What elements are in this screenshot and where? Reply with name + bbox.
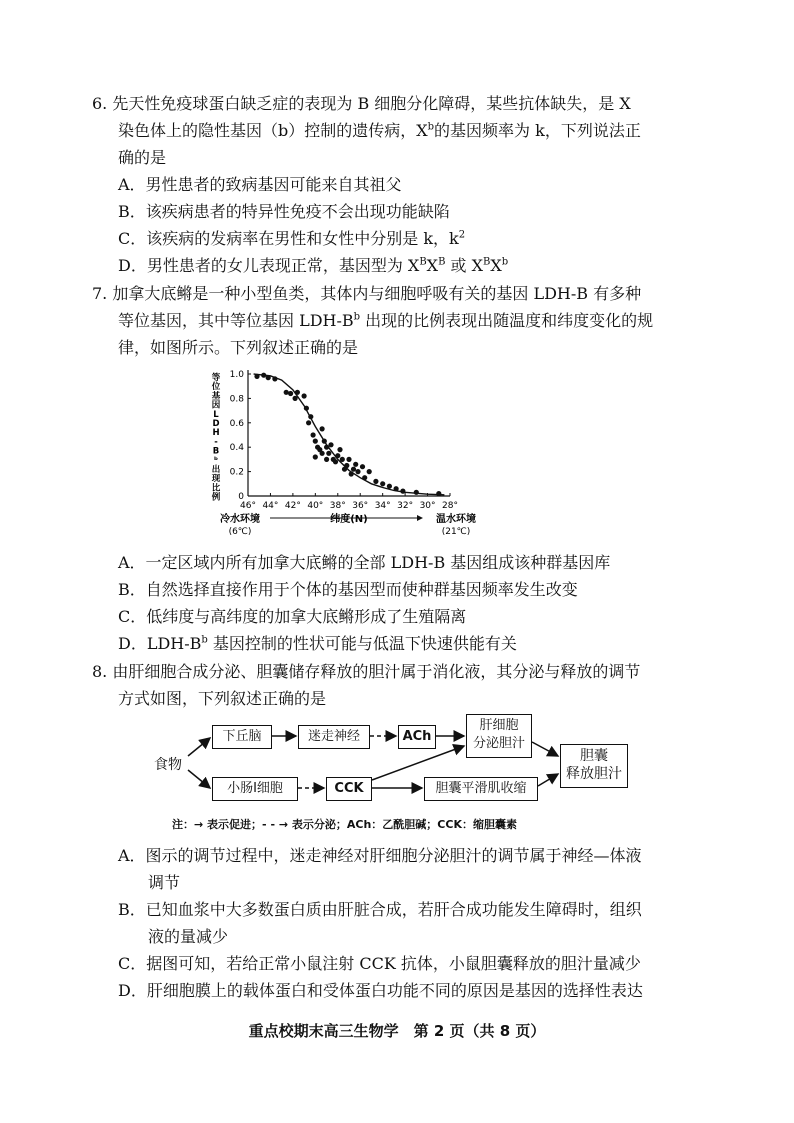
data-point (373, 479, 378, 484)
gallbladder-label1: 胆囊 (580, 748, 608, 764)
y-tick-label: 0.6 (229, 418, 244, 429)
data-point (302, 393, 307, 398)
data-point (387, 484, 392, 489)
q8-stem-line1 (92, 662, 640, 682)
x-tick-label: 44° (262, 501, 279, 511)
q7-d-sup: b (201, 634, 208, 646)
data-point (335, 453, 340, 458)
q6-stem-sup: b (427, 121, 435, 133)
q6-option-a: A．男性患者的致病基因可能来自其祖父 (118, 175, 402, 194)
arrow-cck-liver (372, 746, 464, 780)
arrow-smooth-gallbladder (538, 774, 558, 786)
q7-option-b: B．自然选择直接作用于个体的基因型而使种群基因频率发生改变 (118, 580, 578, 599)
cck-box: CCK (326, 777, 372, 801)
data-point (355, 469, 360, 474)
q6-stem-text2b: 的基因频率为 k，下列说法正 (434, 121, 641, 140)
x-tick-label: 28° (442, 501, 458, 511)
gallbladder-label2: 释放胆汁 (566, 766, 622, 782)
q6-number: 6. (92, 94, 108, 113)
y-tick-label: 0.4 (229, 443, 244, 454)
cold-env-temp: (6℃) (228, 527, 252, 537)
q6-option-c-text: C．该疾病的发病率在男性和女性中分别是 k，k (118, 229, 459, 248)
y-axis-label-char: 因 (211, 400, 221, 411)
data-point (346, 457, 351, 462)
y-axis-label-char: 例 (211, 492, 221, 503)
q7-stem-text2a: 等位基因，其中等位基因 LDH-B (118, 311, 354, 330)
y-axis-label-char: 现 (211, 474, 221, 485)
q7-number: 7. (92, 284, 108, 303)
data-point (306, 420, 311, 425)
q8-option-a-line2: 调节 (148, 873, 181, 892)
data-point (353, 462, 358, 467)
arrow-food-hypothalamus (188, 738, 210, 756)
data-point (313, 454, 318, 459)
cold-env-label: 冷水环境 (220, 514, 260, 525)
x-tick-label: 32° (397, 501, 414, 511)
intestine-cell-box: 小肠Ⅰ细胞 (212, 777, 298, 801)
q7-stem-line2 (118, 311, 653, 331)
warm-env-temp: (21℃) (441, 527, 471, 537)
y-axis-label-char: H (212, 428, 220, 439)
q7-option-d (118, 634, 517, 654)
q6-stem-line3: 确的是 (118, 148, 167, 167)
data-point (344, 463, 349, 468)
q8-stem-text1: 由肝细胞合成分泌、胆囊储存释放的胆汁属于消化液，其分泌与释放的调节 (112, 662, 641, 681)
arrow-liver-gallbladder (532, 742, 558, 756)
data-point (266, 375, 271, 380)
q6-d-sup4: b (501, 256, 509, 268)
y-axis-label-char: B (212, 446, 220, 457)
food-label: 食物 (154, 757, 182, 773)
x-tick-label: 42° (284, 501, 301, 511)
bile-regulation-diagram (150, 708, 650, 838)
data-point (295, 390, 300, 395)
q6-d-mid2: 或 X (445, 256, 483, 275)
data-point (436, 491, 441, 496)
q6-stem-line2 (118, 121, 641, 141)
data-point (324, 445, 329, 450)
q7-stem-line1 (92, 284, 641, 304)
data-point (322, 439, 327, 444)
q6-option-b: B．该疾病患者的特异性免疫不会出现功能缺陷 (118, 202, 450, 221)
fit-curve (254, 374, 445, 495)
y-axis-label-char: 等 (211, 373, 221, 383)
y-axis-label-char: 比 (211, 483, 221, 494)
data-point (367, 469, 372, 474)
q6-d-mid3: X (490, 256, 502, 275)
data-point (261, 373, 266, 378)
q6-d-sup2: B (438, 256, 446, 268)
q6-d-sup3: B (483, 256, 491, 268)
data-point (320, 426, 325, 431)
q6-d-mid1: X (426, 256, 439, 275)
data-point (304, 406, 309, 411)
liver-cell-box (466, 714, 532, 758)
data-point (293, 396, 298, 401)
x-tick-label: 36° (352, 501, 369, 511)
y-axis-label-char: - (214, 437, 218, 448)
x-tick-label: 30° (419, 501, 436, 511)
data-point (254, 374, 259, 379)
diagram-note: 注：→ 表示促进；- - → 表示分泌；ACh：乙酰胆碱；CCK：缩胆囊素 (172, 818, 517, 831)
x-axis-label: 纬度(N) (330, 514, 368, 525)
q8-option-d: D．肝细胞膜上的载体蛋白和受体蛋白功能不同的原因是基因的选择性表达 (118, 981, 643, 1000)
liver-cell-label1: 肝细胞 (479, 718, 519, 733)
q8-option-c: C．据图可知，若给正常小鼠注射 CCK 抗体，小鼠胆囊释放的胆汁量减少 (118, 954, 641, 973)
y-tick-label: 0.2 (229, 467, 244, 478)
q6-stem-line1 (92, 94, 631, 114)
y-axis-label-char: 位 (211, 382, 221, 393)
data-point (394, 486, 399, 491)
q8-option-b-line1: B．已知血浆中大多数蛋白质由肝脏合成，若肝合成功能发生障碍时，组织 (118, 900, 642, 919)
x-tick-label: 40° (307, 501, 324, 511)
x-tick-label: 38° (329, 501, 346, 511)
warm-env-label: 温水环境 (436, 514, 476, 525)
q7-d-pre: D．LDH-B (118, 634, 202, 653)
x-tick-label: 34° (374, 501, 391, 511)
data-point (272, 376, 277, 381)
page-footer: 重点校期末高三生物学 第 2 页（共 8 页） (248, 1022, 546, 1040)
data-point (360, 464, 365, 469)
y-axis-label-char: D (212, 419, 220, 429)
data-point (288, 391, 293, 396)
q8-number: 8. (92, 662, 108, 681)
data-point (328, 442, 333, 447)
vagus-nerve-box: 迷走神经 (298, 725, 370, 749)
data-point (362, 475, 367, 480)
liver-cell-label2: 分泌胆汁 (472, 736, 525, 751)
y-tick-label: 0.8 (229, 394, 244, 405)
q6-d-pre: D．男性患者的女儿表现正常，基因型为 X (118, 256, 420, 275)
q7-stem-sup: b (353, 311, 361, 323)
data-point (380, 481, 385, 486)
latitude-scatter-chart (200, 362, 480, 552)
data-point (400, 489, 405, 494)
arrow-food-intestine (188, 770, 210, 788)
q6-option-c-sup: 2 (458, 229, 466, 241)
y-tick-label: 0 (238, 492, 244, 502)
q7-stem-line3: 律，如图所示。下列叙述正确的是 (118, 338, 359, 357)
data-point (414, 490, 419, 495)
hypothalamus-box: 下丘脑 (212, 725, 272, 749)
q6-d-sup1: B (419, 256, 427, 268)
q7-stem-text2b: 出现的比例表现出随温度和纬度变化的规 (360, 311, 654, 330)
q7-stem-text1: 加拿大底鳉是一种小型鱼类，其体内与细胞呼吸有关的基因 LDH-B 有多种 (112, 284, 642, 303)
data-point (351, 467, 356, 472)
data-point (337, 447, 342, 452)
data-point (349, 471, 354, 476)
y-tick-label: 1.0 (229, 370, 244, 380)
y-axis-label-char: 基 (211, 391, 221, 402)
data-point (313, 439, 318, 444)
q7-option-a: A．一定区域内所有加拿大底鳉的全部 LDH-B 基因组成该种群基因库 (118, 553, 611, 572)
q6-stem-text2a: 染色体上的隐性基因（b）控制的遗传病，X (118, 121, 428, 140)
data-point (340, 457, 345, 462)
ach-box: ACh (398, 725, 436, 749)
gallbladder-box (560, 744, 628, 788)
q8-option-a-line1: A．图示的调节过程中，迷走神经对肝细胞分泌胆汁的调节属于神经—体液 (118, 846, 642, 865)
data-point (308, 414, 313, 419)
q7-d-post: 基因控制的性状可能与低温下快速供能有关 (207, 634, 517, 653)
x-tick-label: 46° (240, 501, 256, 511)
y-axis-label-char: L (213, 409, 219, 420)
smooth-muscle-box: 胆囊平滑肌收缩 (424, 777, 538, 801)
data-point (333, 459, 338, 464)
q6-option-d (118, 256, 508, 276)
y-axis-label-char: ᵇ (213, 455, 219, 466)
q8-stem-line2: 方式如图，下列叙述正确的是 (118, 689, 327, 708)
data-point (320, 451, 325, 456)
y-axis-label-char: 出 (211, 465, 221, 475)
q6-option-c (118, 229, 465, 249)
q8-option-b-line2: 液的量减少 (148, 927, 229, 946)
data-point (311, 432, 316, 437)
data-point (324, 457, 329, 462)
data-point (326, 451, 331, 456)
data-point (284, 390, 289, 395)
q7-option-c: C．低纬度与高纬度的加拿大底鳉形成了生殖隔离 (118, 607, 467, 626)
q6-stem-text1: 先天性免疫球蛋白缺乏症的表现为 B 细胞分化障碍，某些抗体缺失，是 X (112, 94, 631, 113)
